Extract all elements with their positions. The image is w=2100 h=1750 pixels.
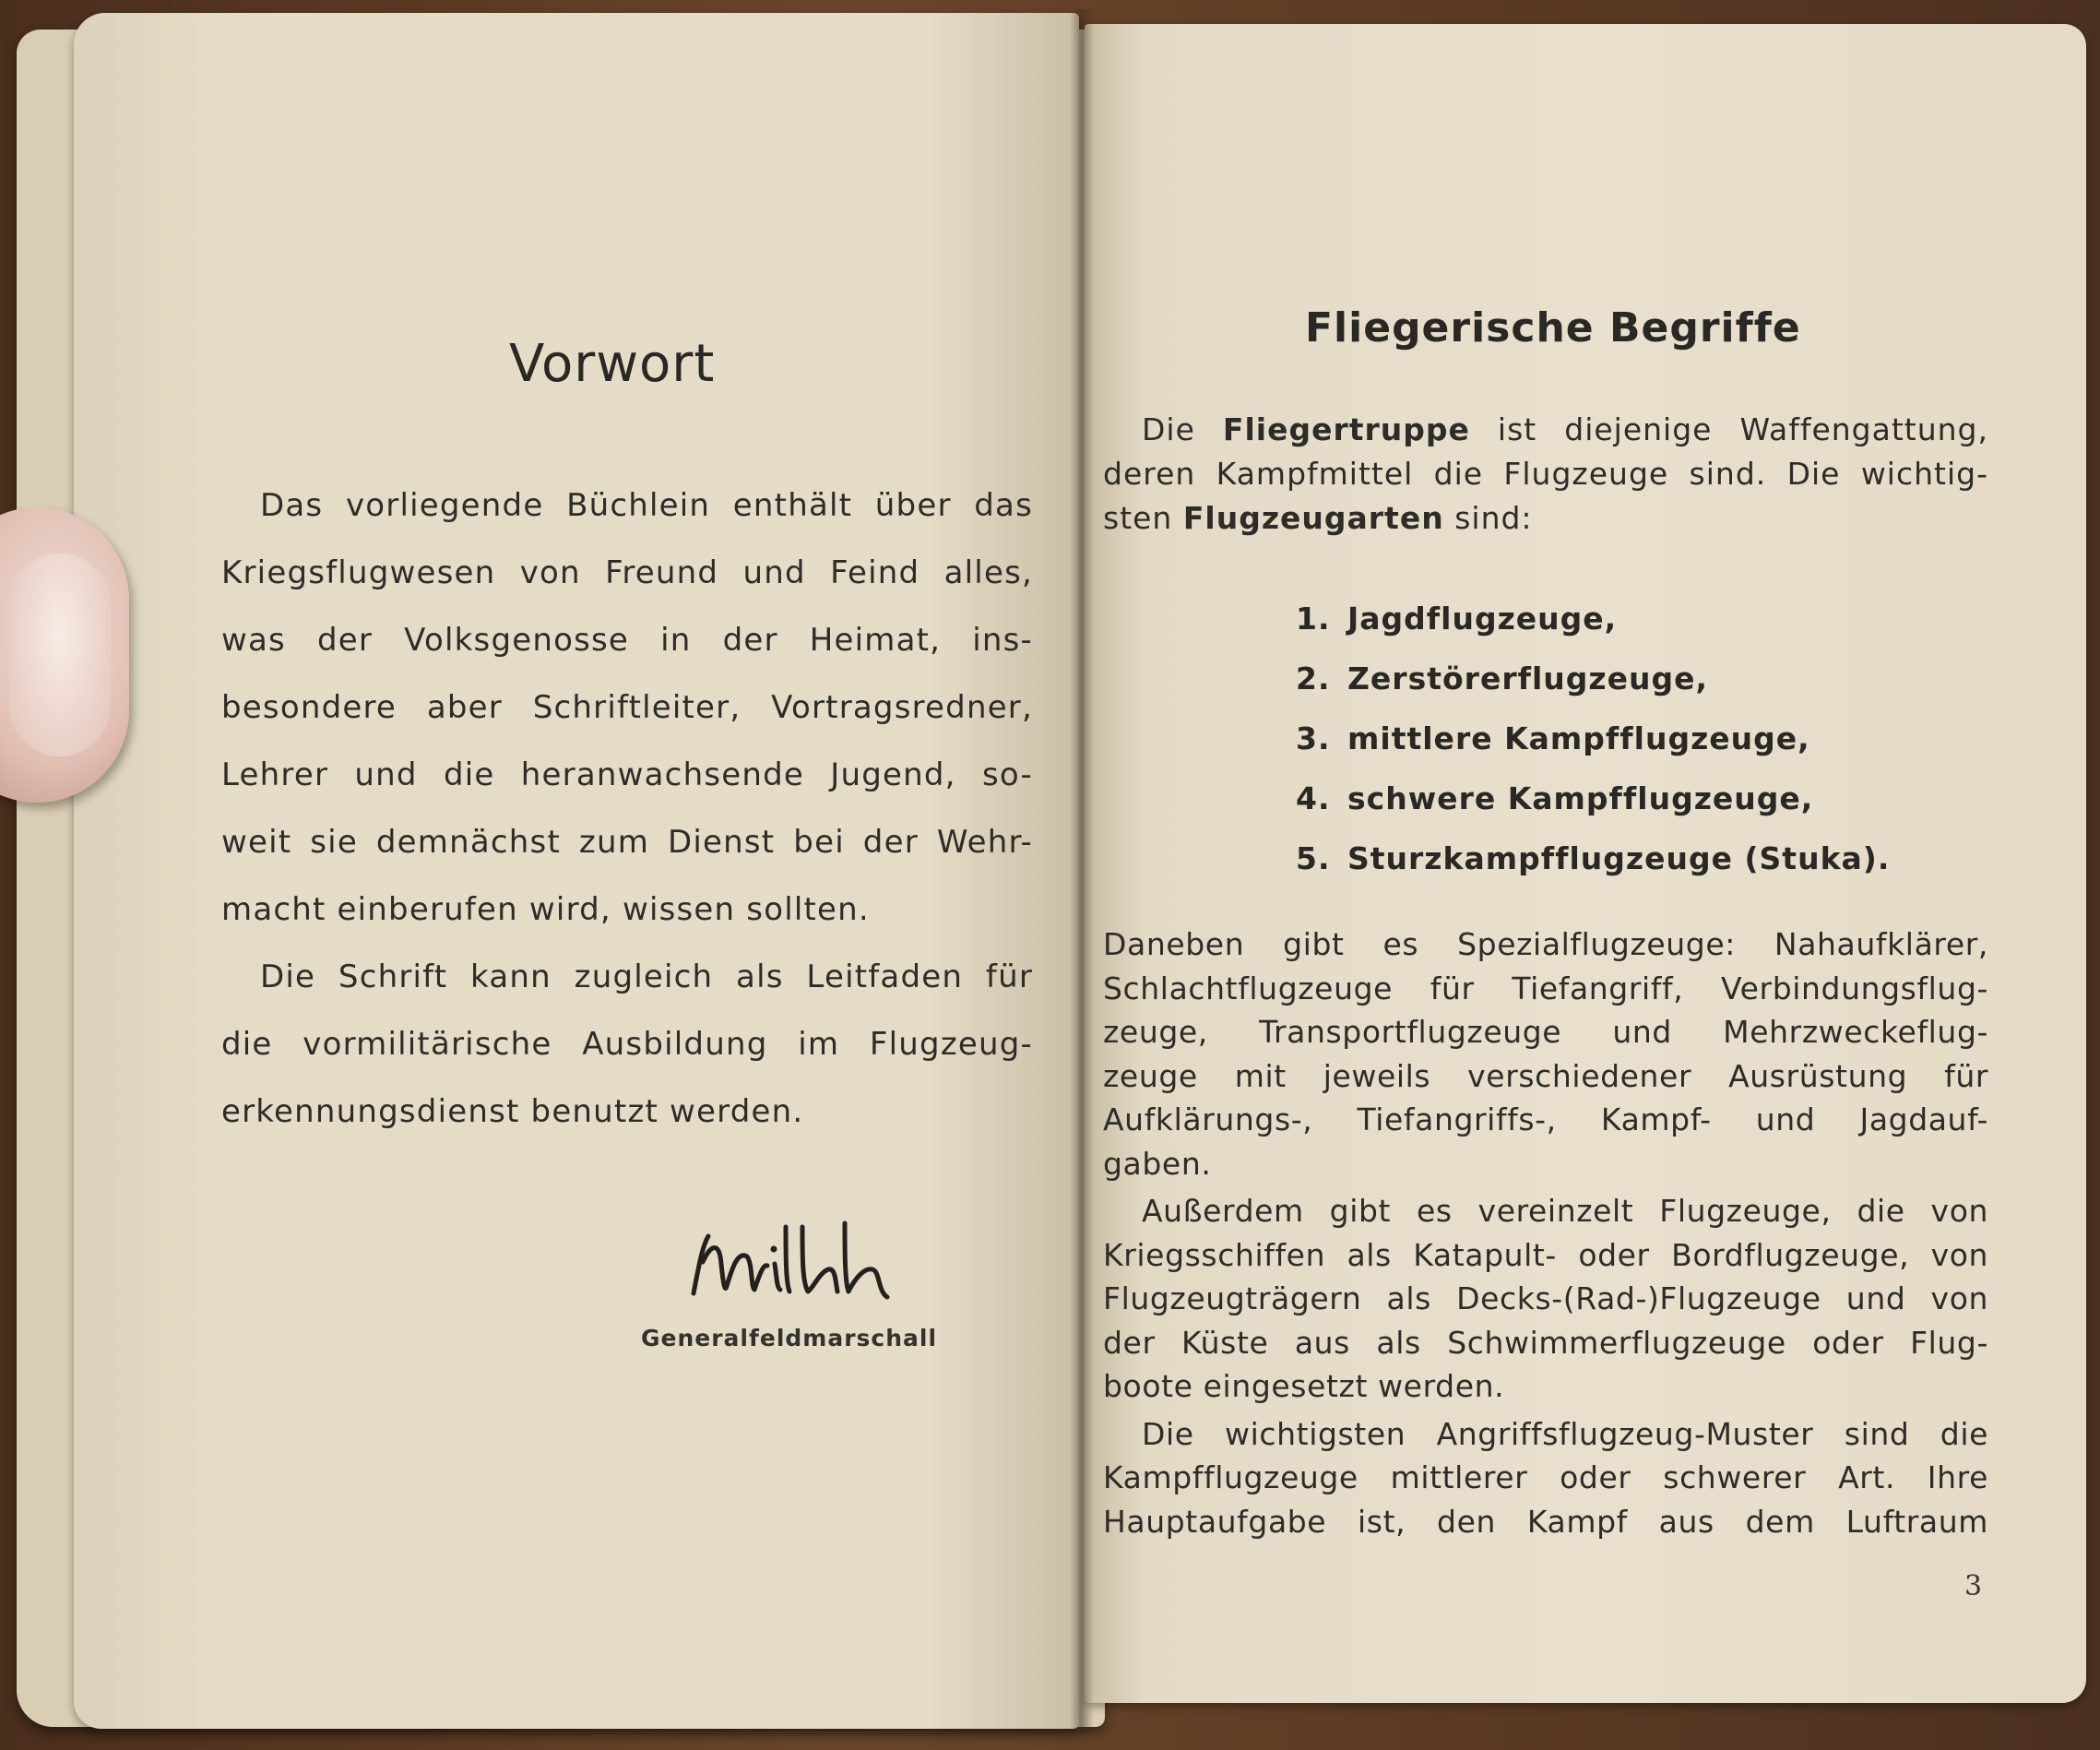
list-number: 2. (1296, 661, 1331, 696)
text-line: Daneben gibt es Spezialflugzeuge: Nahaufklärer, (1103, 926, 1988, 962)
text-line: Kriegsflugwesen von Freund und Feind alles, (221, 554, 1033, 591)
text-span: sten (1103, 500, 1183, 536)
text-line: erkennungsdienst benutzt werden. (221, 1093, 804, 1130)
list-number: 3. (1296, 720, 1331, 756)
body-text (1103, 923, 1988, 1543)
text-line (1103, 496, 1988, 541)
list-text: mittlere Kampfflugzeuge, (1347, 720, 1810, 756)
list-number: 1. (1296, 601, 1331, 637)
list-number: 4. (1296, 780, 1331, 816)
handwritten-signature (682, 1208, 904, 1319)
text-span: Die (1142, 411, 1223, 447)
text-line: der Küste aus als Schwimmerflugzeuge oder Flug- (1103, 1324, 1988, 1361)
text-line: deren Kampfmittel die Flugzeuge sind. Die wichtig- (1103, 456, 1988, 492)
text-line: Flugzeugträgern als Decks-(Rad-)Flugzeuge und von (1103, 1280, 1988, 1316)
text-line (1103, 408, 1988, 452)
text-line: weit sie demnächst zum Dienst bei der Wehr- (221, 824, 1033, 861)
text-line: besondere aber Schriftleiter, Vortragsredner, (221, 689, 1033, 726)
bold-term: Fliegertruppe (1222, 411, 1470, 447)
text-line: Hauptaufgabe ist, den Kampf aus dem Luftraum (1103, 1503, 1988, 1540)
list-text: Zerstörerflugzeuge, (1347, 661, 1709, 696)
list-item (1296, 708, 1890, 768)
list-text: Jagdflugzeuge, (1347, 601, 1618, 637)
text-line: Kriegsschiffen als Katapult- oder Bordflugzeuge, von (1103, 1236, 1988, 1273)
list-item (1296, 649, 1890, 708)
text-line: Die wichtigsten Angriffsflugzeug-Muster sind die (1142, 1415, 1988, 1452)
bold-term: Flugzeugarten (1182, 500, 1444, 536)
text-line: Aufklärungs-, Tiefangriffs-, Kampf- und Jagdauf- (1103, 1101, 1988, 1137)
page-title-vorwort: Vorwort (509, 334, 716, 394)
text-line: macht einberufen wird, wissen sollten. (221, 891, 870, 928)
list-number: 5. (1296, 840, 1331, 876)
list-text: Sturzkampfflugzeuge (Stuka). (1347, 840, 1891, 876)
text-line: was der Volksgenosse in der Heimat, ins- (221, 622, 1033, 659)
intro-paragraph (1103, 408, 1988, 541)
text-line: zeuge mit jeweils verschiedener Ausrüstung für (1103, 1057, 1988, 1094)
vorwort-text (221, 472, 1033, 1146)
text-line: die vormilitärische Ausbildung im Flugzeug- (221, 1026, 1033, 1063)
text-line: Das vorliegende Büchlein enthält über das (260, 487, 1033, 524)
text-line: Lehrer und die heranwachsende Jugend, so- (221, 756, 1033, 793)
text-line: boote eingesetzt werden. (1103, 1368, 1505, 1404)
thumbnail-highlight (9, 554, 111, 756)
text-line: zeuge, Transportflugzeuge und Mehrzweckeflug- (1103, 1014, 1988, 1050)
text-line: Außerdem gibt es vereinzelt Flugzeuge, die von (1142, 1193, 1988, 1229)
page-title-begriffe: Fliegerische Begriffe (1305, 304, 1801, 351)
text-line: gaben. (1103, 1145, 1212, 1182)
page-number: 3 (1964, 1570, 1983, 1602)
text-line: Die Schrift kann zugleich als Leitfaden für (260, 958, 1033, 995)
text-span: sind: (1443, 500, 1533, 536)
text-line: Schlachtflugzeuge für Tiefangriff, Verbindungsflug- (1103, 970, 1988, 1006)
book-gutter (1070, 9, 1094, 1734)
list-item (1296, 768, 1890, 828)
list-item (1296, 589, 1890, 649)
text-span: ist diejenige Waffengattung, (1469, 411, 1988, 447)
list-item (1296, 828, 1890, 888)
signature-caption: Generalfeldmarschall (641, 1325, 938, 1351)
list-text: schwere Kampfflugzeuge, (1347, 780, 1814, 816)
aircraft-type-list (1296, 589, 1890, 888)
text-line: Kampfflugzeuge mittlerer oder schwerer Art. Ihre (1103, 1459, 1988, 1495)
